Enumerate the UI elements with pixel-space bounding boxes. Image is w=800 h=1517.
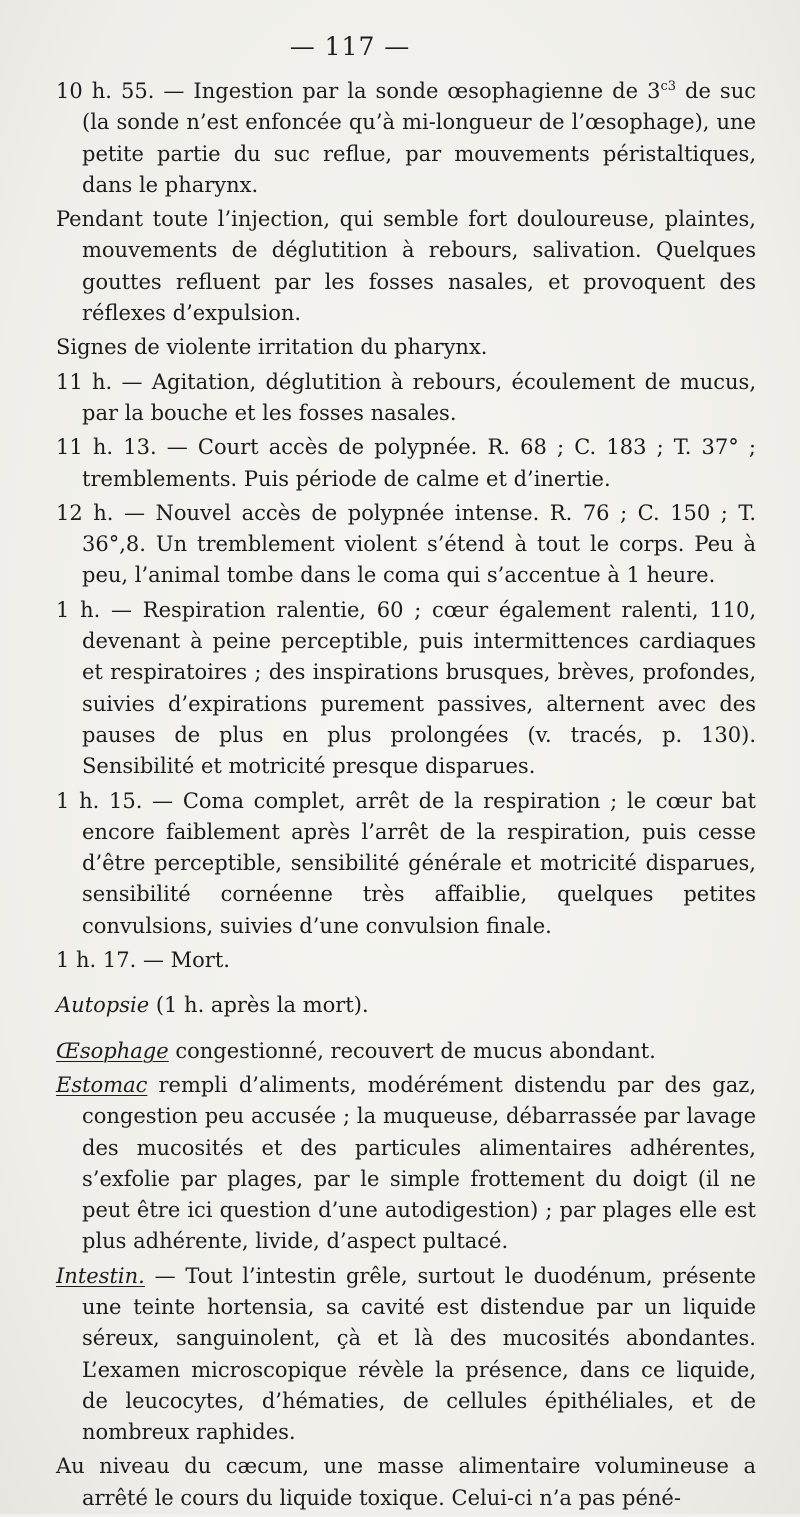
entry-irritation: Signes de violente irritation du pharynx.	[56, 335, 488, 360]
section-label-intestin: Intestin.	[56, 1263, 145, 1288]
section-text-estomac: rempli d’aliments, modérément distendu par des gaz, congestion peu accusée ; la muqueuse, débarrassée par lavage des mucosités et des particules alimentaires adhérentes, s’exfolie par plages, par le simple frottement du doigt (il ne peut être ici question d’une autodigestion) ; par plages elle est plus adhérente, livide, d’aspect pultacé.	[82, 1072, 756, 1254]
autopsy-title: Autopsie	[56, 993, 150, 1018]
entry-11h13: 11 h. 13. — Court accès de polypnée. R. 68 ; C. 183 ; T. 37° ; tremblements. Puis période de calme et d’inertie.	[56, 435, 756, 491]
entry-injection: Pendant toute l’injection, qui semble fort douloureuse, plaintes, mouvements de déglutition à rebours, salivation. Quelques gouttes refluent par les fosses nasales, et provoquent des réflexes d’expulsion.	[56, 207, 756, 326]
section-text-oesophage: congestionné, recouvert de mucus abondant.	[168, 1038, 656, 1063]
section-label-estomac: Estomac	[56, 1072, 148, 1097]
autopsy-estomac	[56, 1070, 756, 1258]
entry-1h17: 1 h. 17. — Mort.	[56, 948, 230, 973]
autopsy-oesophage	[56, 1036, 756, 1067]
autopsy-heading	[56, 990, 756, 1021]
entry-text: 10 h. 55. — Ingestion par la sonde œsophagienne de 3	[56, 79, 661, 103]
volume-superscript: c3	[660, 79, 676, 94]
entry-text-continued: de suc (la sonde n’est enfoncée qu’à mi-longueur de l’œsophage), une petite partie du suc reflue, par mouvements péristaltiques, dans le pharynx.	[82, 79, 756, 197]
autopsy-caecum: Au niveau du cæcum, une masse alimentaire volumineuse a arrêté le cours du liquide toxique. Celui-ci n’a pas péné-	[56, 1454, 756, 1510]
page-number: — 117 —	[289, 32, 411, 61]
entry-1h: 1 h. — Respiration ralentie, 60 ; cœur également ralenti, 110, devenant à peine perceptible, puis intermittences cardiaques et respiratoires ; des inspirations brusques, brèves, profondes, suivies d’expirations purement passives, alternent avec des pauses de plus en plus prolongées (v. tracés, p. 130). Sensibilité et motricité presque disparues.	[56, 597, 756, 779]
entry-10h55	[56, 76, 756, 201]
document-body	[56, 76, 756, 1517]
section-label-oesophage: Œsophage	[56, 1038, 169, 1063]
autopsy-title-rest: (1 h. après la mort).	[149, 993, 369, 1018]
entry-1h15: 1 h. 15. — Coma complet, arrêt de la respiration ; le cœur bat encore faiblement après l’arrêt de la respiration, puis cesse d’être perceptible, sensibilité générale et motricité disparues, sensibilité cornéenne très affaiblie, quelques petites convulsions, suivies d’une convulsion finale.	[56, 788, 756, 938]
entry-12h: 12 h. — Nouvel accès de polypnée intense. R. 76 ; C. 150 ; T. 36°,8. Un tremblement violent s’étend à tout le corps. Peu à peu, l’animal tombe dans le coma qui s’accentue à 1 heure.	[56, 500, 756, 588]
entry-11h: 11 h. — Agitation, déglutition à rebours, écoulement de mucus, par la bouche et les fosses nasales.	[56, 369, 756, 425]
autopsy-intestin	[56, 1261, 756, 1449]
section-text-intestin: — Tout l’intestin grêle, surtout le duodénum, présente une teinte hortensia, sa cavité est distendue par un liquide séreux, sanguinolent, çà et là des mucosités abondantes. L’examen microscopique révèle la présence, dans ce liquide, de leucocytes, d’hématies, de cellules épithéliales, et de nombreux raphides.	[82, 1263, 756, 1445]
